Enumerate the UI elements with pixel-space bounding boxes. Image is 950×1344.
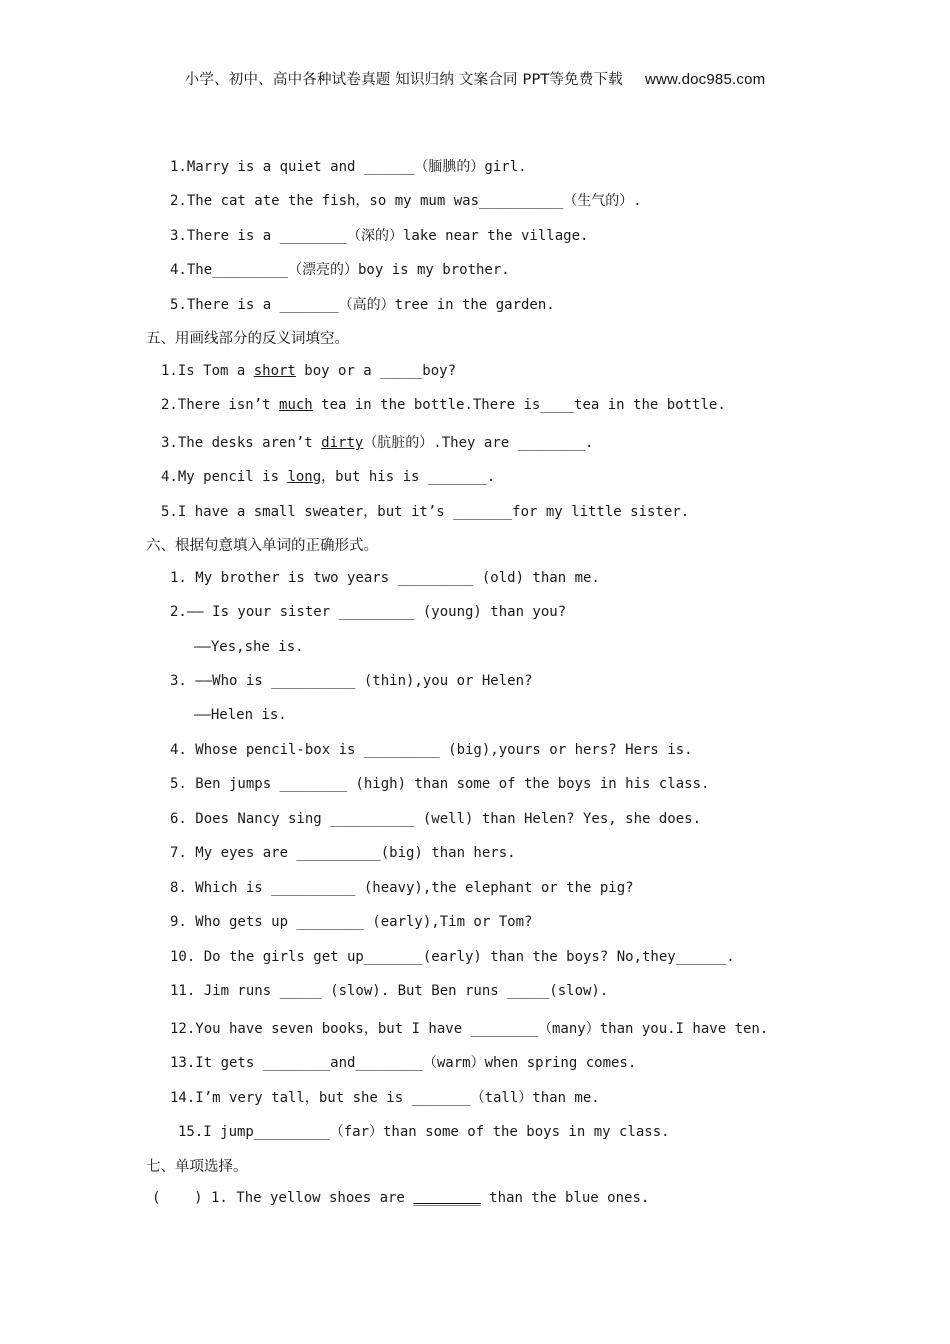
- page-header: [0, 68, 950, 89]
- s6-item-3: 3. ——Who is __________ (thin),you or Helen?: [170, 673, 533, 689]
- s6-item-2: 2.—— Is your sister _________ (young) than you?: [170, 604, 567, 620]
- s6-item-5: 5. Ben jumps ________ (high) than some of the boys in his class.: [170, 776, 710, 792]
- s7-item-1-pre: ( ) 1. The yellow shoes are: [152, 1190, 414, 1206]
- s6-item-9: 9. Who gets up ________ (early),Tim or Tom?: [170, 914, 533, 930]
- s5-item-4-pre: 4.My pencil is: [161, 469, 288, 485]
- s6-item-2-answer: ——Yes,she is.: [194, 639, 304, 655]
- s5-item-2-underlined: much: [279, 397, 313, 413]
- s4-item-5: 5.There is a _______（高的）tree in the garden.: [170, 297, 555, 313]
- s4-item-4: 4.The_________（漂亮的）boy is my brother.: [170, 262, 510, 278]
- s5-item-3-post: （肮脏的）.They are ________.: [363, 435, 594, 451]
- s4-item-1: 1.Marry is a quiet and ______（腼腆的）girl.: [170, 159, 527, 175]
- s5-item-1-pre: 1.Is Tom a: [161, 363, 254, 379]
- s5-item-2-post: tea in the bottle.There is____tea in the bottle.: [312, 397, 726, 413]
- s6-item-7: 7. My eyes are __________(big) than hers.: [170, 845, 516, 861]
- s5-item-4-underlined: long: [287, 469, 322, 485]
- s5-item-4: [161, 466, 495, 486]
- s6-item-11: 11. Jim runs _____ (slow). But Ben runs _____(slow).: [170, 983, 609, 999]
- s6-item-3-answer: ——Helen is.: [194, 707, 287, 723]
- section-7-title: 七、单项选择。: [146, 1159, 248, 1175]
- s5-item-5-pre: 5.I have a small sweater，but it’s _______for my little sister.: [161, 504, 690, 520]
- s6-item-12: 12.You have seven books，but I have ________（many）than you.I have ten.: [170, 1021, 769, 1037]
- s6-item-10: 10. Do the girls get up_______(early) than the boys? No,they______.: [170, 949, 735, 965]
- s7-item-1-post: than the blue ones.: [480, 1190, 650, 1206]
- s5-item-5: [161, 501, 689, 521]
- header-site-link[interactable]: www.doc985.com: [644, 71, 766, 88]
- s6-item-13: 13.It gets ________and________（warm）when spring comes.: [170, 1055, 637, 1071]
- s4-item-3: 3.There is a ________（深的）lake near the village.: [170, 228, 589, 244]
- s6-item-15: 15.I jump_________（far）than some of the boys in my class.: [178, 1124, 670, 1140]
- s5-item-2: [161, 397, 726, 413]
- s5-item-1-post: boy or a _____boy?: [295, 363, 457, 379]
- s5-item-3-pre: 3.The desks aren’t: [161, 435, 322, 451]
- s6-item-8: 8. Which is __________ (heavy),the elephant or the pig?: [170, 880, 634, 896]
- s6-item-6: 6. Does Nancy sing __________ (well) than Helen? Yes, she does.: [170, 811, 702, 827]
- s6-item-14: 14.I’m very tall，but she is _______（tall）than me.: [170, 1090, 600, 1106]
- s4-item-2: 2.The cat ate the fish，so my mum was__________（生气的）.: [170, 193, 642, 209]
- s5-item-2-pre: 2.There isn’t: [161, 397, 280, 413]
- section-6-title: 六、根据句意填入单词的正确形式。: [146, 538, 378, 554]
- header-text: 小学、初中、高中各种试卷真题 知识归纳 文案合同 PPT等免费下载: [184, 72, 623, 88]
- s7-item-1: [152, 1190, 649, 1206]
- s5-item-1: [161, 363, 456, 379]
- s5-item-4-post: ，but his is _______.: [321, 469, 496, 485]
- section-5-title: 五、用画线部分的反义词填空。: [146, 331, 349, 347]
- s5-item-3-underlined: dirty: [321, 435, 364, 451]
- s6-item-4: 4. Whose pencil-box is _________ (big),yours or hers? Hers is.: [170, 742, 693, 758]
- s5-item-3: [161, 432, 593, 452]
- s6-item-1: 1. My brother is two years _________ (old) than me.: [170, 570, 600, 586]
- s7-item-1-blank: ________: [413, 1190, 481, 1206]
- s5-item-1-underlined: short: [253, 363, 296, 379]
